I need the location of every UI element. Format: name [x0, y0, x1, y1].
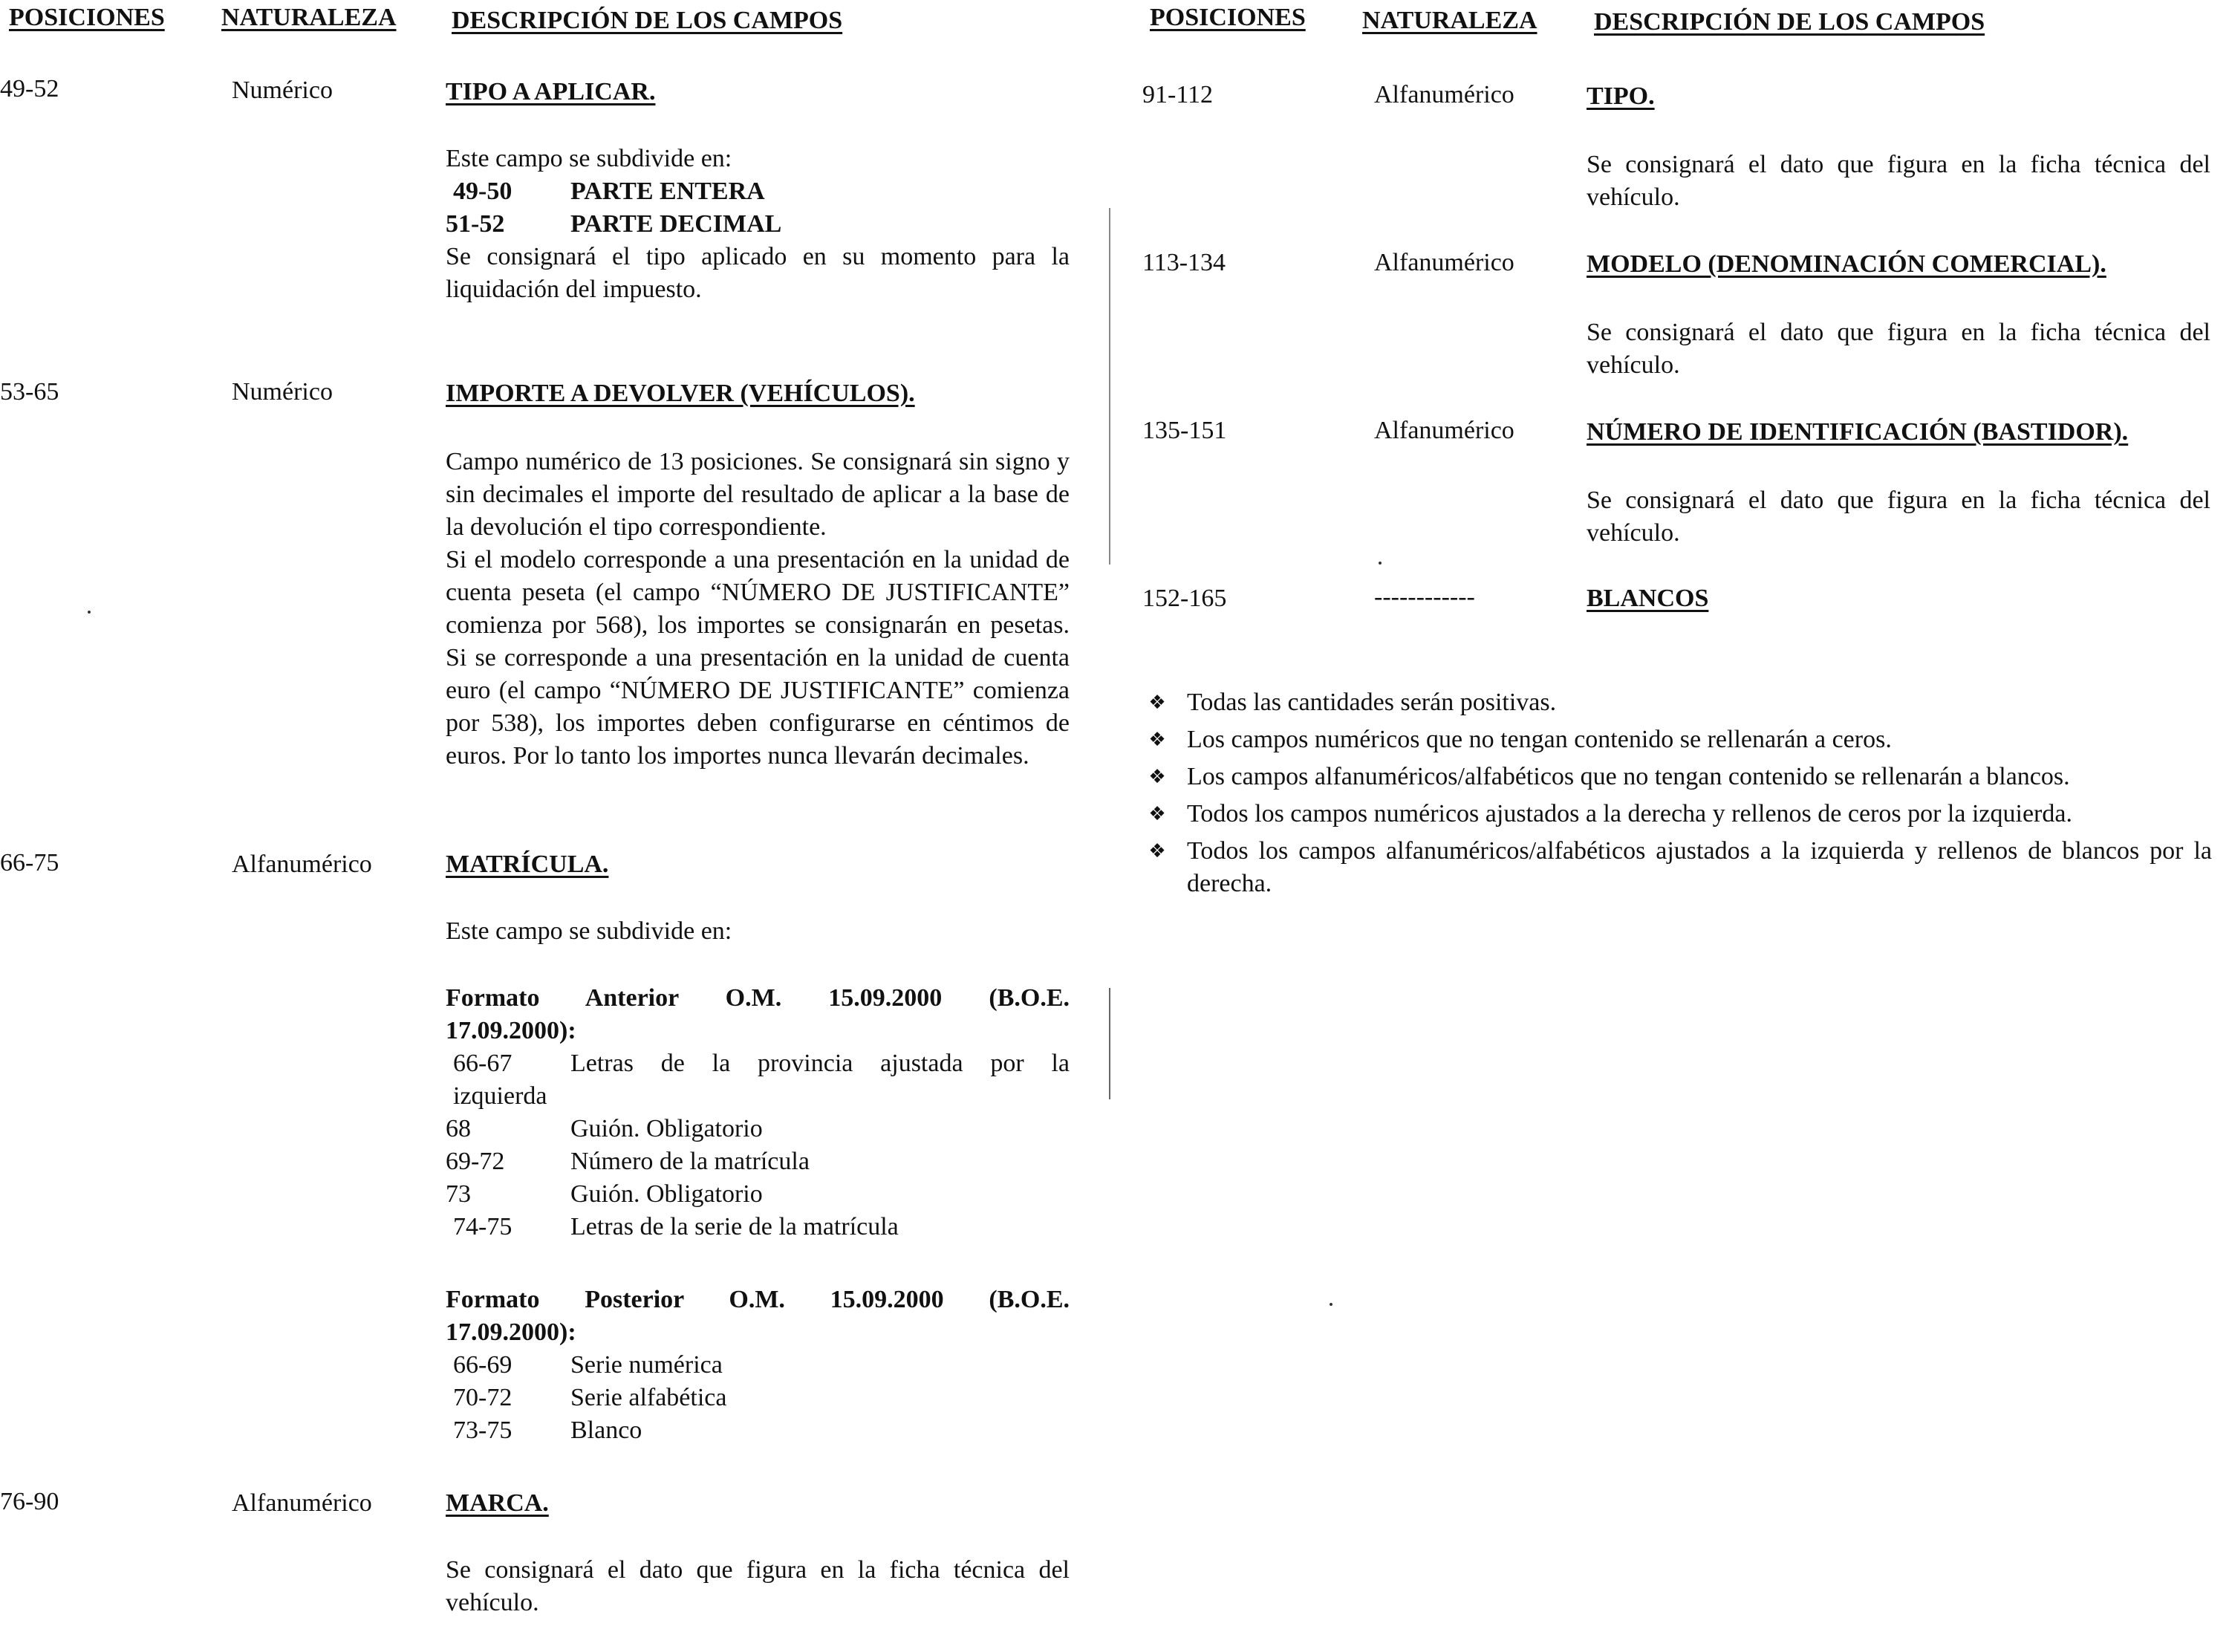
- field-text: Si el modelo corresponde a una presentación en la unidad de cuenta peseta (el campo “NÚMERO DE JUSTIFICANTE” comienza por 568), los importes se consignarán en pesetas. Si se corresponde a una presentación en la unidad de cuenta euro (el campo “NÚMERO DE JUSTIFICANTE” comienza por 538), los importes deben configurarse en céntimos de euros. Por lo tanto los importes nunca llevarán decimales.: [446, 546, 1070, 770]
- subfield-code: 66-69: [453, 1351, 512, 1379]
- note-text: Todas las cantidades serán positivas.: [1187, 689, 1557, 716]
- header-posiciones-left: POSICIONES: [9, 4, 165, 31]
- field-title: BLANCOS: [1587, 585, 1709, 612]
- subfield-label: Blanco: [570, 1417, 642, 1444]
- field-title: NÚMERO DE IDENTIFICACIÓN (BASTIDOR).: [1587, 418, 2129, 446]
- subfield-label: Letras de la serie de la matrícula: [570, 1213, 899, 1240]
- field-positions: 66-75: [0, 849, 59, 877]
- field-title: MARCA.: [446, 1489, 549, 1517]
- header-descripcion-left: DESCRIPCIÓN DE LOS CAMPOS: [452, 7, 843, 34]
- subfield-code: 51-52: [446, 210, 505, 238]
- field-type: Alfanumérico: [1374, 417, 1514, 444]
- diamond-bullet-icon: ❖: [1148, 803, 1166, 825]
- header-naturaleza-right: NATURALEZA: [1362, 7, 1537, 34]
- subfield-label: Serie numérica: [570, 1351, 723, 1379]
- field-positions: 135-151: [1142, 417, 1227, 444]
- scan-dot: [1379, 562, 1382, 565]
- field-description: [446, 1554, 1070, 1619]
- note-item: [1142, 761, 2212, 793]
- field-text: Se consignará el dato que figura en la ficha técnica del vehículo.: [446, 1556, 1070, 1616]
- subfield-code: 73: [446, 1180, 471, 1208]
- header-descripcion-right: DESCRIPCIÓN DE LOS CAMPOS: [1594, 8, 1985, 36]
- subfield-code: 74-75: [453, 1213, 512, 1240]
- field-type: Alfanumérico: [232, 851, 372, 878]
- subfield-row: [446, 1113, 1070, 1145]
- field-description: [446, 446, 1070, 773]
- subfield-row: [446, 1178, 1070, 1211]
- format-title: 17.09.2000):: [446, 1017, 576, 1044]
- note-text: Los campos numéricos que no tengan contenido se rellenarán a ceros.: [1187, 726, 1892, 753]
- header-naturaleza-left: NATURALEZA: [221, 4, 397, 31]
- field-positions: 91-112: [1142, 81, 1214, 108]
- subfield-row: [446, 1145, 1070, 1178]
- subfield-label: PARTE DECIMAL: [570, 210, 782, 238]
- field-positions: 152-165: [1142, 585, 1227, 612]
- field-positions: 113-134: [1142, 249, 1226, 276]
- field-type: Numérico: [232, 378, 333, 406]
- field-type: Alfanumérico: [232, 1489, 372, 1517]
- column-divider: [1109, 988, 1110, 1099]
- field-intro: Este campo se subdivide en:: [446, 145, 732, 172]
- subfield-label: Letras de la provincia ajustada por la: [570, 1050, 1070, 1077]
- format-posterior: [446, 1284, 1070, 1447]
- format-title: 17.09.2000):: [446, 1318, 576, 1346]
- subfield-label: PARTE ENTERA: [570, 178, 765, 205]
- field-text: Se consignará el dato que figura en la ficha técnica del vehículo.: [1587, 319, 2210, 379]
- field-title: MATRÍCULA.: [446, 851, 609, 878]
- subfield-row: [446, 1414, 1070, 1447]
- field-description: [446, 143, 1070, 306]
- format-anterior: [446, 982, 1070, 1243]
- field-type: Alfanumérico: [1374, 249, 1514, 276]
- column-divider: [1109, 208, 1110, 565]
- field-title: MODELO (DENOMINACIÓN COMERCIAL).: [1587, 250, 2106, 278]
- subfield-label: Guión. Obligatorio: [570, 1180, 763, 1208]
- subfield-label-continued: izquierda: [453, 1082, 547, 1110]
- notes-list: [1142, 686, 2212, 900]
- diamond-bullet-icon: ❖: [1148, 692, 1166, 714]
- subfield-code: 70-72: [453, 1384, 512, 1411]
- note-item: [1142, 835, 2212, 900]
- scan-dot: [1330, 1303, 1332, 1306]
- subfield-label: Guión. Obligatorio: [570, 1115, 763, 1142]
- field-positions: 53-65: [0, 378, 59, 406]
- subfield-code: 49-50: [453, 178, 512, 205]
- subfield-label: Número de la matrícula: [570, 1148, 810, 1175]
- subfield-code: 73-75: [453, 1417, 512, 1444]
- diamond-bullet-icon: ❖: [1148, 766, 1166, 788]
- note-item: [1142, 798, 2212, 830]
- subfield-code: 66-67: [453, 1050, 512, 1077]
- field-description: [1587, 484, 2210, 550]
- field-type: Numérico: [232, 77, 333, 104]
- subfield-row: [446, 1211, 1070, 1243]
- format-title: Formato Anterior O.M. 15.09.2000 (B.O.E.: [446, 984, 1070, 1012]
- note-text: Todos los campos alfanuméricos/alfabéticos ajustados a la izquierda y rellenos de blancos por la derecha.: [1187, 837, 2212, 897]
- field-title: TIPO.: [1587, 82, 1655, 110]
- note-text: Los campos alfanuméricos/alfabéticos que no tengan contenido se rellenarán a blancos.: [1187, 763, 2070, 790]
- field-description: [1587, 149, 2210, 214]
- diamond-bullet-icon: ❖: [1148, 840, 1166, 862]
- field-text: Se consignará el dato que figura en la ficha técnica del vehículo.: [1587, 487, 2210, 547]
- field-positions: 76-90: [0, 1488, 59, 1515]
- format-title: Formato Posterior O.M. 15.09.2000 (B.O.E.: [446, 1286, 1070, 1313]
- subfield-row: [446, 1047, 1070, 1080]
- field-description: [446, 915, 1070, 948]
- field-text: Se consignará el dato que figura en la ficha técnica del vehículo.: [1587, 151, 2210, 211]
- subfield-row: [446, 1382, 1070, 1414]
- field-text: Se consignará el tipo aplicado en su momento para la liquidación del impuesto.: [446, 243, 1070, 303]
- field-text: Campo numérico de 13 posiciones. Se consignará sin signo y sin decimales el importe del resultado de aplicar a la base de la devolución el tipo correspondiente.: [446, 448, 1070, 541]
- field-type: Alfanumérico: [1374, 81, 1514, 108]
- note-text: Todos los campos numéricos ajustados a la derecha y rellenos de ceros por la izquierda.: [1187, 800, 2072, 827]
- note-item: [1142, 686, 2212, 719]
- subfield-code: 68: [446, 1115, 471, 1142]
- field-positions: 49-52: [0, 75, 59, 103]
- field-intro: Este campo se subdivide en:: [446, 917, 732, 945]
- subfield-code: 69-72: [446, 1148, 505, 1175]
- field-type: ------------: [1374, 583, 1475, 611]
- subfield-row: [446, 208, 1070, 241]
- note-item: [1142, 723, 2212, 756]
- subfield-row: [446, 175, 1070, 208]
- diamond-bullet-icon: ❖: [1148, 729, 1166, 751]
- field-title: IMPORTE A DEVOLVER (VEHÍCULOS).: [446, 380, 915, 407]
- header-posiciones-right: POSICIONES: [1150, 4, 1306, 31]
- scan-dot: [88, 611, 91, 614]
- subfield-label: Serie alfabética: [570, 1384, 727, 1411]
- field-description: [1587, 316, 2210, 382]
- field-title: TIPO A APLICAR.: [446, 78, 656, 105]
- subfield-row: [446, 1349, 1070, 1382]
